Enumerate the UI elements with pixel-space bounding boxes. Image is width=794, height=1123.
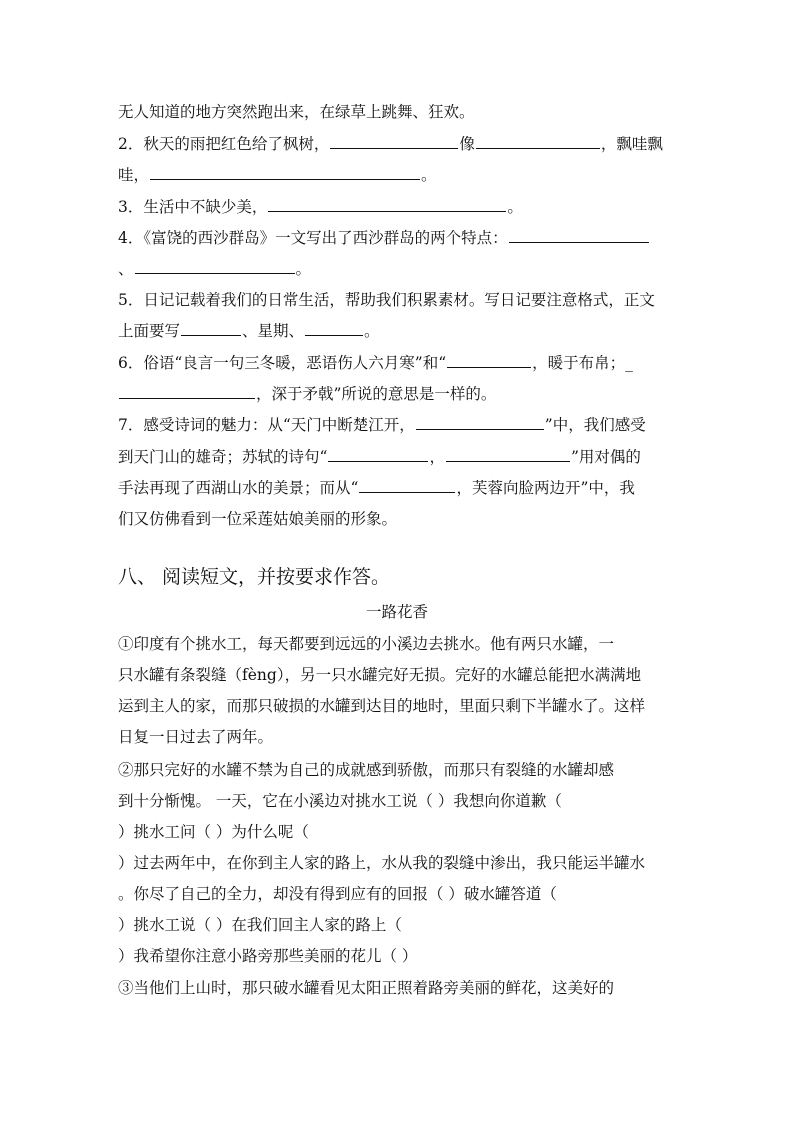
answer-blank[interactable] [509,228,649,243]
paragraph-line: ②那只完好的水罐不禁为自己的成就感到骄傲，而那只有裂缝的水罐却感 [118,761,615,779]
paragraph-line: ）我希望你注意小路旁那些美丽的花儿（ ） [118,947,418,965]
answer-blank[interactable] [268,197,506,212]
answer-blank[interactable] [476,134,600,149]
text: 们又仿佛看到一位采莲姑娘美丽的形象。 [118,510,398,528]
text: 像 [459,135,475,153]
question-2-line-1 [118,134,678,154]
text: 无人知道的地方突然跑出来，在绿草上跳舞、狂欢。 [118,103,475,121]
text: 2．秋天的雨把红色给了枫树， [118,135,330,153]
question-3-line [118,197,678,217]
text: 到天门山的雄奇；苏轼的诗句“ [118,448,328,466]
text: ，深于矛戟”所说的意思是一样的。 [256,385,497,403]
text: ，飘哇飘 [600,135,663,153]
answer-blank[interactable] [446,447,570,462]
question-6-line-1 [118,353,678,373]
text: 上面要写 [118,322,181,340]
answer-blank[interactable] [359,478,455,493]
question-5-line-1 [118,290,678,310]
answer-blank[interactable] [119,384,255,399]
paragraph-line: 到十分惭愧。 一天，它在小溪边对挑水工说（ ）我想向你道歉（ [118,792,562,810]
question-4-line-2 [118,259,678,279]
text: 。 [295,260,312,278]
text: ”中，我们感受 [544,416,646,434]
answer-blank[interactable] [305,321,363,336]
question-6-line-2 [118,384,678,404]
text: 。 [364,322,380,340]
text: 。 [421,166,437,184]
question-7-line-4 [118,509,678,529]
question-2-line-2 [118,165,678,185]
question-7-line-2 [118,447,678,467]
answer-blank[interactable] [181,321,241,336]
answer-blank[interactable] [328,447,428,462]
question-7-line-1 [118,415,678,435]
text: 6．俗语“良言一句三冬暖，恶语伤人六月寒”和“ [118,354,447,372]
paragraph-line: ）挑水工问（ ）为什么呢（ [118,823,309,841]
paragraph-line: 运到主人的家，而那只破损的水罐到达目的地时，里面只剩下半罐水了。这样 [118,697,646,715]
text: ，暖于布帛；_ [532,354,633,372]
text: 4．《富饶的西沙群岛》一文写出了西沙群岛的两个特点： [118,229,508,247]
answer-blank[interactable] [135,259,295,274]
text: 、星期、 [242,322,305,340]
question-7-line-3 [118,478,678,498]
section-heading: 八、 阅读短文，并按要求作答。 [118,566,391,588]
answer-blank[interactable] [447,353,531,368]
text: ， [429,448,445,466]
paragraph-line: 日复一日过去了两年。 [118,728,274,746]
answer-blank[interactable] [330,134,458,149]
paragraph-line: 。你尽了自己的全力，却没有得到应有的回报（ ）破水罐答道（ [118,885,557,903]
paragraph-line: 只水罐有条裂缝（fèng），另一只水罐完好无损。完好的水罐总能把水满满地 [118,666,642,684]
text: 。 [507,198,523,216]
question-5-line-2 [118,321,678,341]
answer-blank[interactable] [150,165,420,180]
text: 3．生活中不缺少美， [118,198,268,216]
answer-blank[interactable] [416,415,544,430]
question-4-line-1 [118,228,678,248]
text: 手法再现了西湖山水的美景；而从“ [118,479,359,497]
text: ”用对偶的 [570,448,641,466]
paragraph-line: ）挑水工说（ ）在我们回主人家的路上（ [118,916,402,934]
paragraph-line: ①印度有个挑水工，每天都要到远远的小溪边去挑水。他有两只水罐，一 [118,635,615,653]
text: 哇， [118,166,150,184]
text: 7．感受诗词的魅力：从“天门中断楚江开， [118,416,415,434]
article-title: 一路花香 [365,603,428,621]
paragraph-line: ③当他们上山时，那只破水罐看见太阳正照着路旁美丽的鲜花，这美好的 [118,979,615,997]
paragraph-line: ）过去两年中，在你到主人家的路上，水从我的裂缝中渗出，我只能运半罐水 [118,854,646,872]
text: ，芙蓉向脸两边开”中，我 [456,479,635,497]
text: 、 [118,260,134,278]
text: 5．日记记载着我们的日常生活，帮助我们积累素材。写日记要注意格式，正文 [118,291,655,309]
text-line [118,102,678,122]
